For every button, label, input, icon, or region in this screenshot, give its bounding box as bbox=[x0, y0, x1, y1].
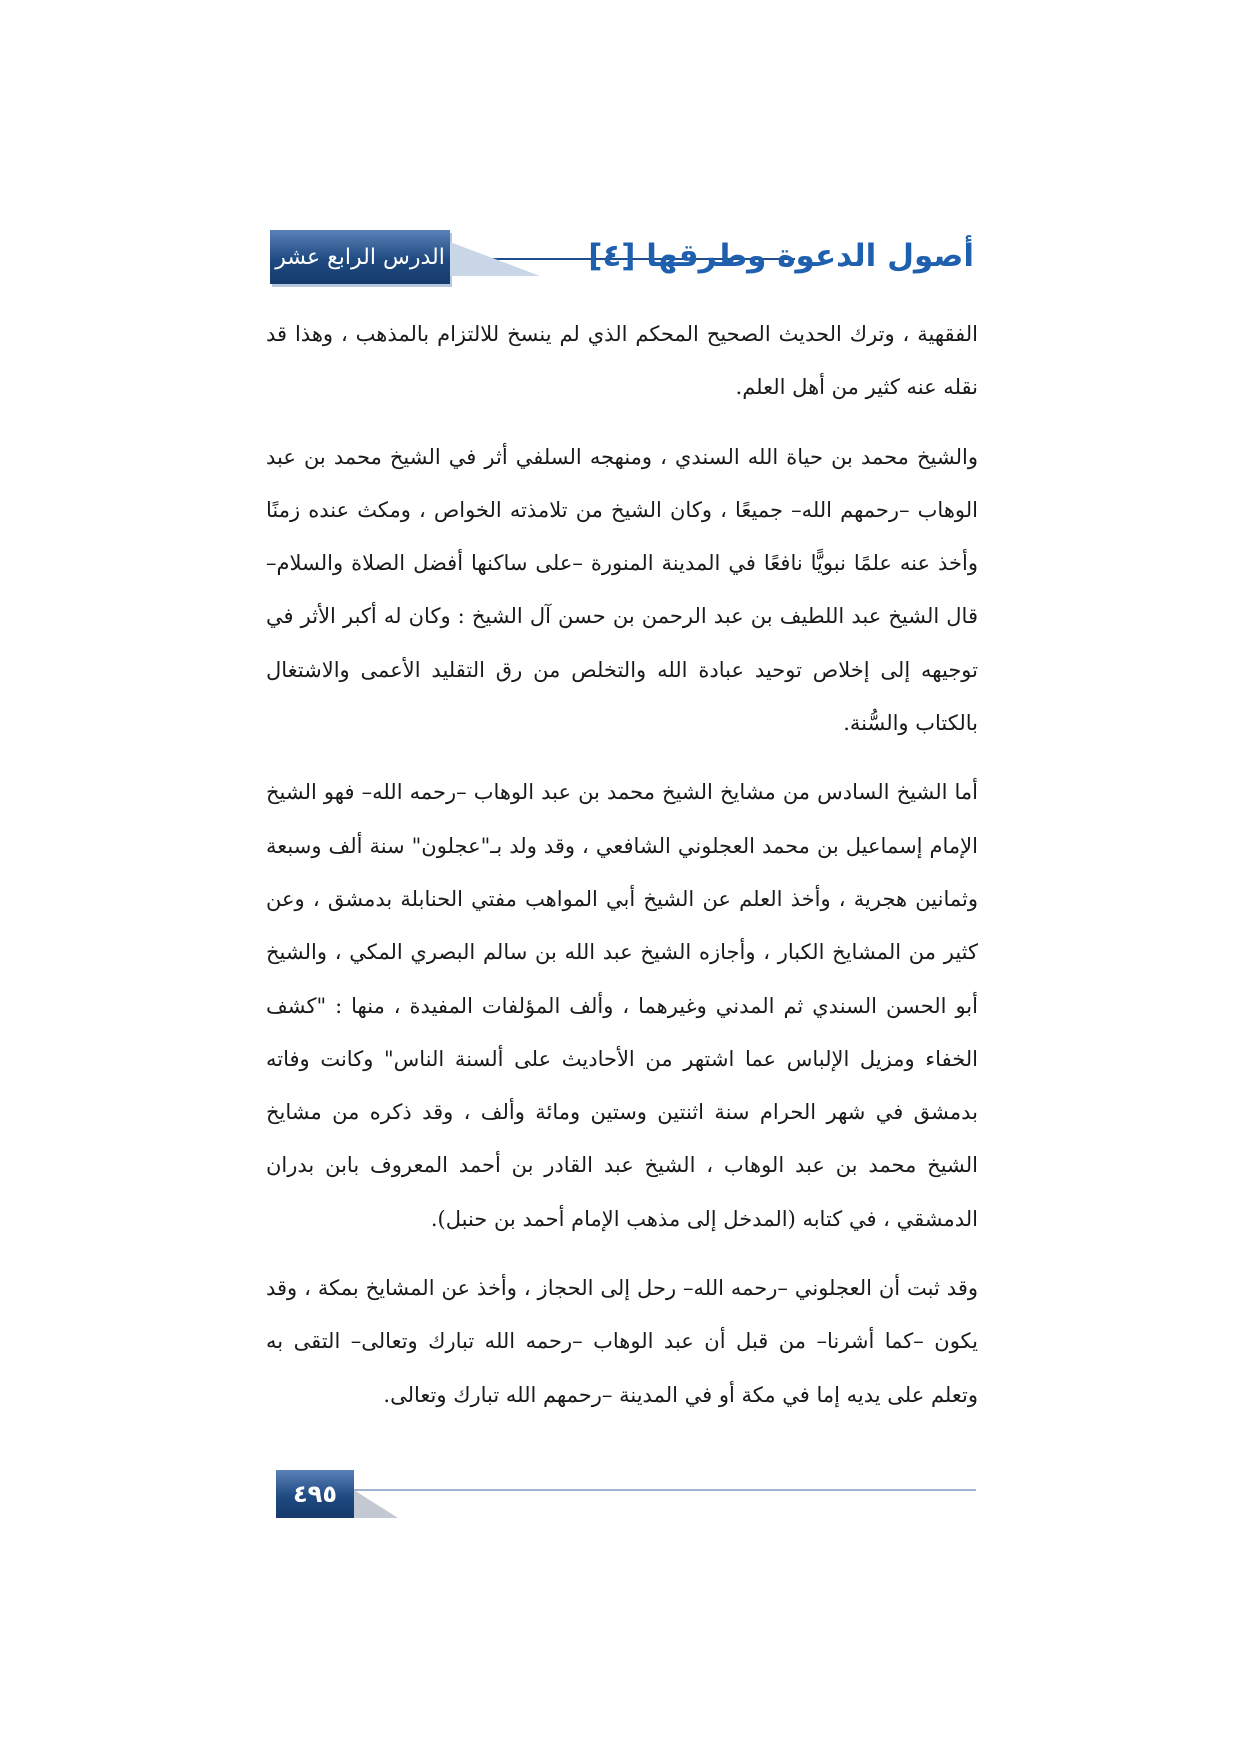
page-footer bbox=[276, 1470, 976, 1522]
paragraph: الفقهية ، وترك الحديث الصحيح المحكم الذي لم ينسخ للالتزام بالمذهب ، وهذا قد نقله عنه كثير من أهل العلم. bbox=[266, 322, 978, 400]
paragraph: والشيخ محمد بن حياة الله السندي ، ومنهجه السلفي أثر في الشيخ محمد بن عبد الوهاب –رحمهم الله– جميعًا ، وكان الشيخ من تلامذته الخواص ، ومكث عنده زمنًا وأخذ عنه علمًا نبويًّا نافعًا في المدينة المنورة –على ساكنها أفضل الصلاة والسلام– قال الشيخ عبد اللطيف بن عبد الرحمن بن حسن آل الشيخ : وكان له أكبر الأثر في توجيهه إلى إخلاص توحيد عبادة الله والتخلص من رق التقليد الأعمى والاشتغال بالكتاب والسُّنة. bbox=[266, 444, 978, 736]
book-title: أصول الدعوة وطرقها [٤] bbox=[588, 238, 974, 274]
lesson-label: الدرس الرابع عشر bbox=[275, 244, 445, 270]
page-number-tail bbox=[354, 1490, 398, 1518]
footer-rule bbox=[346, 1489, 976, 1491]
paragraph: أما الشيخ السادس من مشايخ الشيخ محمد بن عبد الوهاب –رحمه الله– فهو الشيخ الإمام إسماعيل بن محمد العجلوني الشافعي ، وقد ولد بـ"عجلون" سنة ألف وسبعة وثمانين هجرية ، وأخذ العلم عن الشيخ أبي المواهب مفتي الحنابلة بدمشق ، وعن كثير من المشايخ الكبار ، وأجازه الشيخ عبد الله بن سالم البصري المكي ، والشيخ أبو الحسن السندي ثم المدني وغيرهما ، وألف المؤلفات المفيدة ، منها : "كشف الخفاء ومزيل الإلباس عما اشتهر من الأحاديث على ألسنة الناس" وكانت وفاته بدمشق في شهر الحرام سنة اثنتين وستين ومائة وألف ، وقد ذكره من مشايخ الشيخ محمد بن عبد الوهاب ، الشيخ عبد القادر بن أحمد المعروف بابن بدران الدمشقي ، في كتابه (المدخل إلى مذهب الإمام أحمد بن حنبل). bbox=[266, 780, 978, 1231]
lesson-badge bbox=[270, 230, 450, 284]
page-body bbox=[266, 308, 978, 1438]
lesson-badge-tail bbox=[450, 242, 540, 276]
page-number: ٤٩٥ bbox=[276, 1470, 354, 1518]
page-header bbox=[270, 230, 974, 288]
paragraph: وقد ثبت أن العجلوني –رحمه الله– رحل إلى الحجاز ، وأخذ عن المشايخ بمكة ، وقد يكون –كما أشرنا– من قبل أن عبد الوهاب –رحمه الله تبارك وتعالى– التقى به وتعلم على يديه إما في مكة أو في المدينة –رحمهم الله تبارك وتعالى. bbox=[266, 1276, 979, 1407]
